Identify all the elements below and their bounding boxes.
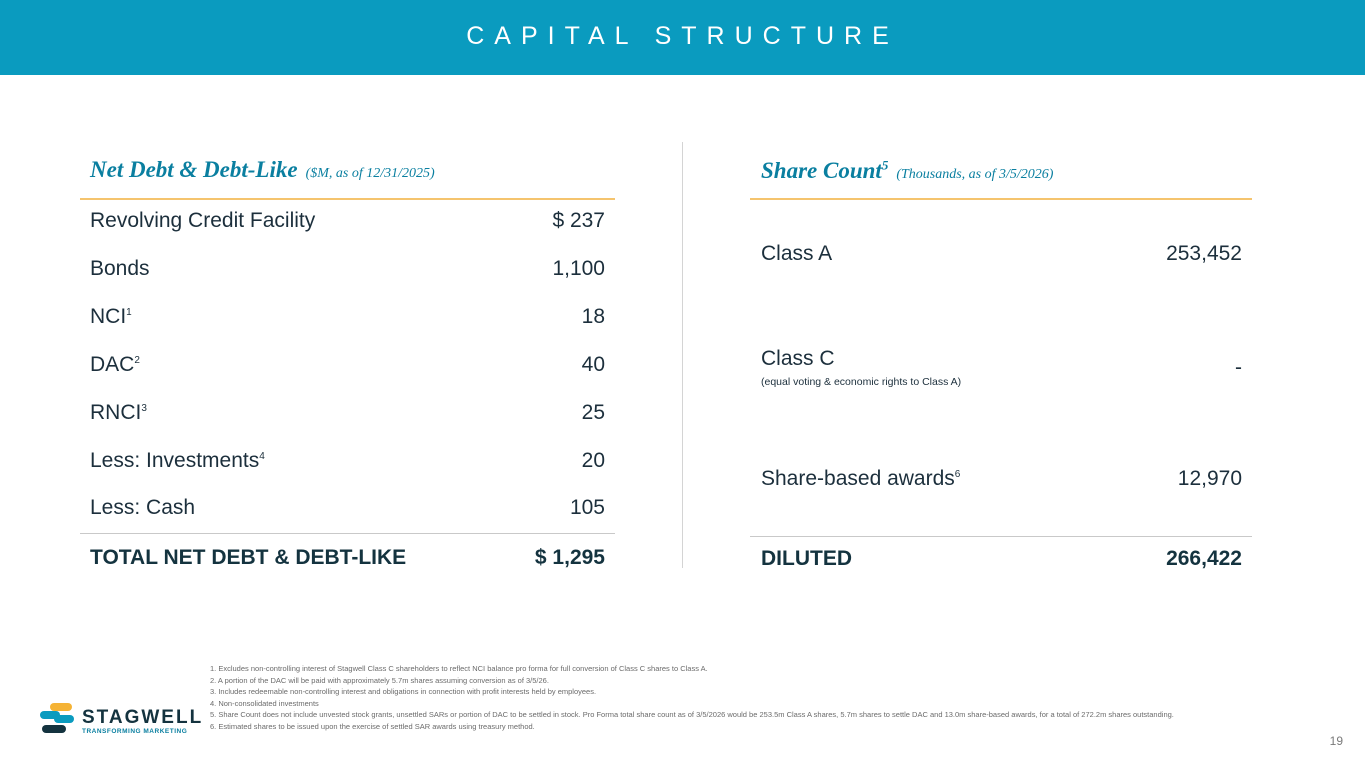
row-label: Less: Cash: [90, 496, 196, 519]
row-label: Revolving Credit Facility: [90, 209, 316, 232]
table-row: [761, 242, 1242, 266]
table-row: [90, 449, 605, 473]
row-label: DAC$^2$: [90, 353, 140, 376]
table-row: [90, 353, 605, 377]
stagwell-logo: [40, 703, 210, 739]
row-value: 40: [581, 353, 605, 376]
logo-tagline: TRANSFORMING MARKETING: [82, 728, 188, 735]
net-debt-subtitle: ($M, as of 12/31/2025): [305, 166, 435, 181]
net-debt-title-main: Net Debt & Debt-Like: [90, 157, 298, 182]
share-count-title-main: Share Count$^5$: [761, 157, 889, 183]
share-count-total-rule: [750, 536, 1252, 537]
table-row: [90, 209, 605, 233]
row-label: Bonds: [90, 257, 150, 280]
net-debt-title: [90, 157, 435, 183]
total-label: TOTAL NET DEBT & DEBT-LIKE: [90, 546, 407, 569]
row-label: Class C: [761, 347, 835, 370]
footnote: 4. Non-consolidated investments: [210, 698, 319, 708]
table-row: [90, 257, 605, 281]
class-c-note: (equal voting & economic rights to Class A): [761, 376, 962, 388]
table-row: [90, 305, 605, 329]
header-bar: [0, 0, 1365, 75]
stagwell-logo-icon: [40, 703, 74, 735]
total-value: 266,422: [1166, 547, 1242, 570]
share-count-title: [761, 157, 1053, 184]
net-debt-gold-rule: [80, 198, 615, 200]
row-value: $ 237: [552, 209, 605, 232]
footnotes: [210, 663, 1310, 732]
logo-wordmark: STAGWELL: [82, 707, 204, 728]
total-label: DILUTED: [761, 547, 852, 570]
row-value: 105: [569, 496, 605, 519]
row-label: Share-based awards$^6$: [761, 467, 961, 490]
share-count-subtitle: (Thousands, as of 3/5/2026): [896, 166, 1054, 182]
share-count-total-row: [761, 547, 1242, 571]
row-label: RNCI$^3$: [90, 401, 147, 424]
share-count-gold-rule: [750, 198, 1252, 200]
row-value: 1,100: [552, 257, 605, 280]
column-divider: [682, 142, 683, 568]
row-label: Class A: [761, 242, 833, 265]
row-value: 18: [581, 305, 605, 328]
table-row: [90, 401, 605, 425]
row-value: -: [1235, 356, 1242, 379]
row-value: 253,452: [1166, 242, 1242, 265]
row-value: 25: [581, 401, 605, 424]
footnote: 6. Estimated shares to be issued upon the exercise of settled SAR awards using treasury method.: [210, 721, 535, 731]
table-row: [90, 496, 605, 520]
footnote: 3. Includes redeemable non-controlling interest and obligations in connection with profit interests held by employees.: [210, 687, 597, 696]
page-title: CAPITAL STRUCTURE: [466, 22, 899, 50]
class-c-value-row: [761, 356, 1242, 380]
footnote: 5. Share Count does not include unvested stock grants, unsettled SARs or portion of DAC to be settled in stock. Pro Forma total share count as of 3/5/2026 would be 253.5m Class A shares, 5.7m shares to settle DAC and 13.0m share-based awards, for a total of 272.2m shares outstanding.: [210, 710, 1174, 719]
page-number: 19: [1329, 734, 1343, 748]
row-value: 20: [581, 449, 605, 472]
footnote: 1. Excludes non-controlling interest of Stagwell Class C shareholders to reflect NCI balance pro forma for full conversion of Class C shares to Class A.: [210, 664, 708, 673]
row-label: NCI$^1$: [90, 305, 132, 328]
net-debt-total-row: [90, 546, 605, 570]
table-row: [761, 467, 1242, 491]
row-label: Less: Investments$^4$: [90, 449, 265, 472]
footnote: 2. A portion of the DAC will be paid with approximately 5.7m shares assuming conversion as of 3/5/26.: [210, 675, 549, 685]
net-debt-total-rule: [80, 533, 615, 534]
total-value: $ 1,295: [534, 546, 605, 569]
row-value: 12,970: [1177, 467, 1242, 490]
